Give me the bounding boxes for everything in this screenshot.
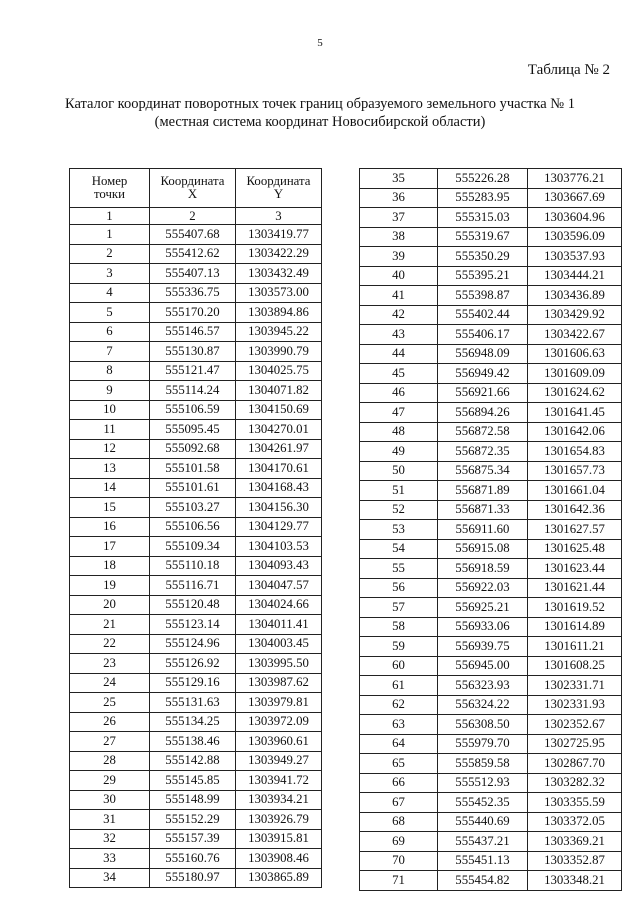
point-number: 18 xyxy=(70,556,150,576)
coordinate-x: 555123.14 xyxy=(150,615,236,635)
point-number: 5 xyxy=(70,303,150,323)
table-row xyxy=(360,559,622,579)
coordinate-x: 555336.75 xyxy=(150,283,236,303)
coordinate-x: 555180.97 xyxy=(150,868,236,888)
point-number: 27 xyxy=(70,732,150,752)
table-row xyxy=(70,849,322,869)
coordinate-y: 1301621.44 xyxy=(528,578,622,598)
coordinate-x: 556324.22 xyxy=(438,695,528,715)
point-number: 35 xyxy=(360,169,438,189)
coordinate-y: 1304071.82 xyxy=(236,381,322,401)
table-row xyxy=(360,188,622,208)
coordinate-y: 1301606.63 xyxy=(528,344,622,364)
coordinate-x: 556872.35 xyxy=(438,442,528,462)
coordinate-y: 1304024.66 xyxy=(236,595,322,615)
coordinate-y: 1302867.70 xyxy=(528,754,622,774)
table-row xyxy=(70,498,322,518)
point-number: 2 xyxy=(70,244,150,264)
point-number: 65 xyxy=(360,754,438,774)
table-row xyxy=(70,615,322,635)
coordinate-y: 1303908.46 xyxy=(236,849,322,869)
table-row xyxy=(360,286,622,306)
coordinate-x: 556918.59 xyxy=(438,559,528,579)
table-row xyxy=(70,244,322,264)
table-row xyxy=(70,693,322,713)
point-number: 45 xyxy=(360,364,438,384)
coordinate-x: 555512.93 xyxy=(438,773,528,793)
point-number: 70 xyxy=(360,851,438,871)
table-row xyxy=(70,264,322,284)
table-row xyxy=(70,439,322,459)
point-number: 61 xyxy=(360,676,438,696)
point-number: 66 xyxy=(360,773,438,793)
table-row xyxy=(360,812,622,832)
table-row xyxy=(70,634,322,654)
coordinate-y: 1301642.06 xyxy=(528,422,622,442)
point-number: 48 xyxy=(360,422,438,442)
coordinate-y: 1301609.09 xyxy=(528,364,622,384)
point-number: 22 xyxy=(70,634,150,654)
coordinates-table-right xyxy=(359,168,622,891)
point-number: 28 xyxy=(70,751,150,771)
point-number: 14 xyxy=(70,478,150,498)
point-number: 63 xyxy=(360,715,438,735)
table-row xyxy=(360,344,622,364)
coordinate-x: 555451.13 xyxy=(438,851,528,871)
point-number: 59 xyxy=(360,637,438,657)
point-number: 44 xyxy=(360,344,438,364)
point-number: 24 xyxy=(70,673,150,693)
point-number: 49 xyxy=(360,442,438,462)
table-row xyxy=(70,459,322,479)
table-row xyxy=(360,325,622,345)
coordinate-y: 1304025.75 xyxy=(236,361,322,381)
point-number: 51 xyxy=(360,481,438,501)
coordinate-y: 1302331.93 xyxy=(528,695,622,715)
coordinate-x: 555116.71 xyxy=(150,576,236,596)
table-row xyxy=(70,595,322,615)
coordinate-y: 1301614.89 xyxy=(528,617,622,637)
point-number: 8 xyxy=(70,361,150,381)
coordinate-y: 1304150.69 xyxy=(236,400,322,420)
table-row xyxy=(360,169,622,189)
coordinate-y: 1303990.79 xyxy=(236,342,322,362)
coordinate-x: 556925.21 xyxy=(438,598,528,618)
coordinate-x: 555142.88 xyxy=(150,751,236,771)
table-row xyxy=(70,361,322,381)
coordinate-x: 556323.93 xyxy=(438,676,528,696)
coordinate-y: 1303960.61 xyxy=(236,732,322,752)
table-row xyxy=(360,598,622,618)
coordinate-x: 555106.59 xyxy=(150,400,236,420)
table-row xyxy=(360,676,622,696)
coordinate-x: 555109.34 xyxy=(150,537,236,557)
table-row xyxy=(70,576,322,596)
table-row xyxy=(360,637,622,657)
point-number: 62 xyxy=(360,695,438,715)
coordinate-x: 555160.76 xyxy=(150,849,236,869)
coordinates-table-left xyxy=(69,168,322,888)
point-number: 56 xyxy=(360,578,438,598)
point-number: 3 xyxy=(70,264,150,284)
title-line-2: (местная система координат Новосибирской области) xyxy=(154,114,486,130)
coordinate-y: 1301627.57 xyxy=(528,520,622,540)
coordinate-x: 555283.95 xyxy=(438,188,528,208)
coordinate-y: 1303355.59 xyxy=(528,793,622,813)
coordinate-y: 1302331.71 xyxy=(528,676,622,696)
coordinate-x: 555440.69 xyxy=(438,812,528,832)
point-number: 71 xyxy=(360,871,438,891)
coordinate-y: 1304261.97 xyxy=(236,439,322,459)
coordinate-x: 555126.92 xyxy=(150,654,236,674)
table-row xyxy=(360,364,622,384)
point-number: 55 xyxy=(360,559,438,579)
title-line-1: Каталог координат поворотных точек границ образуемого земельного участка № 1 xyxy=(64,96,575,112)
coordinate-x: 555437.21 xyxy=(438,832,528,852)
coordinate-x: 556875.34 xyxy=(438,461,528,481)
table-row xyxy=(360,403,622,423)
coordinate-x: 555398.87 xyxy=(438,286,528,306)
coordinate-y: 1303596.09 xyxy=(528,227,622,247)
coordinate-x: 556911.60 xyxy=(438,520,528,540)
page-number: 5 xyxy=(317,37,323,49)
header-column-number-2: 2 xyxy=(150,208,236,225)
coordinate-x: 555452.35 xyxy=(438,793,528,813)
table-row xyxy=(360,695,622,715)
coordinate-y: 1301661.04 xyxy=(528,481,622,501)
coordinate-x: 555114.24 xyxy=(150,381,236,401)
table-row xyxy=(70,537,322,557)
table-row xyxy=(360,481,622,501)
coordinate-x: 555101.61 xyxy=(150,478,236,498)
coordinate-x: 555402.44 xyxy=(438,305,528,325)
point-number: 10 xyxy=(70,400,150,420)
point-number: 20 xyxy=(70,595,150,615)
coordinate-x: 555350.29 xyxy=(438,247,528,267)
point-number: 25 xyxy=(70,693,150,713)
coordinate-x: 555095.45 xyxy=(150,420,236,440)
coordinate-y: 1302352.67 xyxy=(528,715,622,735)
coordinate-y: 1301625.48 xyxy=(528,539,622,559)
coordinate-x: 555121.47 xyxy=(150,361,236,381)
coordinate-x: 555124.96 xyxy=(150,634,236,654)
table-row xyxy=(360,773,622,793)
coordinate-y: 1301657.73 xyxy=(528,461,622,481)
coordinate-x: 555454.82 xyxy=(438,871,528,891)
table-row xyxy=(360,422,622,442)
point-number: 19 xyxy=(70,576,150,596)
coordinate-x: 555106.56 xyxy=(150,517,236,537)
table-row xyxy=(360,247,622,267)
header-coordinate-x: Координата X xyxy=(150,169,236,208)
point-number: 54 xyxy=(360,539,438,559)
coordinate-y: 1303865.89 xyxy=(236,868,322,888)
coordinate-x: 555407.68 xyxy=(150,225,236,245)
point-number: 23 xyxy=(70,654,150,674)
table-row xyxy=(70,517,322,537)
table-row xyxy=(70,556,322,576)
table-row xyxy=(70,342,322,362)
table-row xyxy=(360,208,622,228)
point-number: 15 xyxy=(70,498,150,518)
point-number: 6 xyxy=(70,322,150,342)
header-column-number-1: 1 xyxy=(70,208,150,225)
coordinate-y: 1303422.67 xyxy=(528,325,622,345)
coordinate-y: 1303915.81 xyxy=(236,829,322,849)
coordinate-x: 555145.85 xyxy=(150,771,236,791)
point-number: 67 xyxy=(360,793,438,813)
point-number: 58 xyxy=(360,617,438,637)
coordinate-y: 1303432.49 xyxy=(236,264,322,284)
point-number: 60 xyxy=(360,656,438,676)
coordinate-x: 555120.48 xyxy=(150,595,236,615)
point-number: 1 xyxy=(70,225,150,245)
point-number: 16 xyxy=(70,517,150,537)
coordinate-x: 556949.42 xyxy=(438,364,528,384)
coordinate-y: 1303436.89 xyxy=(528,286,622,306)
coordinate-x: 555157.39 xyxy=(150,829,236,849)
table-row xyxy=(70,732,322,752)
table-row xyxy=(360,871,622,891)
coordinate-x: 555134.25 xyxy=(150,712,236,732)
coordinate-y: 1303776.21 xyxy=(528,169,622,189)
table-row xyxy=(360,832,622,852)
table-row xyxy=(360,851,622,871)
point-number: 33 xyxy=(70,849,150,869)
table-row xyxy=(360,793,622,813)
coordinate-x: 555131.63 xyxy=(150,693,236,713)
coordinate-x: 555395.21 xyxy=(438,266,528,286)
point-number: 37 xyxy=(360,208,438,228)
table-row xyxy=(70,829,322,849)
table-row xyxy=(70,322,322,342)
coordinate-y: 1301624.62 xyxy=(528,383,622,403)
table-row xyxy=(70,673,322,693)
point-number: 30 xyxy=(70,790,150,810)
coordinate-x: 555407.13 xyxy=(150,264,236,284)
table-row xyxy=(360,520,622,540)
coordinate-x: 555406.17 xyxy=(438,325,528,345)
coordinate-y: 1303972.09 xyxy=(236,712,322,732)
coordinate-x: 555152.29 xyxy=(150,810,236,830)
coordinate-x: 556871.89 xyxy=(438,481,528,501)
point-number: 11 xyxy=(70,420,150,440)
point-number: 53 xyxy=(360,520,438,540)
coordinate-y: 1303348.21 xyxy=(528,871,622,891)
coordinate-x: 556871.33 xyxy=(438,500,528,520)
coordinate-x: 555129.16 xyxy=(150,673,236,693)
coordinate-y: 1301654.83 xyxy=(528,442,622,462)
point-number: 21 xyxy=(70,615,150,635)
table-row xyxy=(360,617,622,637)
point-number: 38 xyxy=(360,227,438,247)
point-number: 17 xyxy=(70,537,150,557)
coordinate-y: 1304168.43 xyxy=(236,478,322,498)
coordinate-x: 555859.58 xyxy=(438,754,528,774)
table-row xyxy=(360,500,622,520)
coordinate-y: 1304129.77 xyxy=(236,517,322,537)
coordinate-x: 555103.27 xyxy=(150,498,236,518)
coordinate-y: 1303945.22 xyxy=(236,322,322,342)
coordinate-y: 1303979.81 xyxy=(236,693,322,713)
coordinate-x: 555979.70 xyxy=(438,734,528,754)
coordinate-y: 1303926.79 xyxy=(236,810,322,830)
table-row xyxy=(70,771,322,791)
coordinate-y: 1303282.32 xyxy=(528,773,622,793)
table-row xyxy=(70,420,322,440)
coordinate-y: 1304003.45 xyxy=(236,634,322,654)
coordinate-y: 1304103.53 xyxy=(236,537,322,557)
point-number: 36 xyxy=(360,188,438,208)
coordinate-y: 1301642.36 xyxy=(528,500,622,520)
table-row xyxy=(70,303,322,323)
point-number: 57 xyxy=(360,598,438,618)
header-coordinate-y: Координата Y xyxy=(236,169,322,208)
table-row xyxy=(360,539,622,559)
coordinate-x: 555226.28 xyxy=(438,169,528,189)
coordinate-y: 1301623.44 xyxy=(528,559,622,579)
point-number: 42 xyxy=(360,305,438,325)
coordinate-x: 556915.08 xyxy=(438,539,528,559)
coordinate-y: 1301611.21 xyxy=(528,637,622,657)
table-row xyxy=(360,578,622,598)
coordinate-x: 555315.03 xyxy=(438,208,528,228)
point-number: 47 xyxy=(360,403,438,423)
coordinate-y: 1303537.93 xyxy=(528,247,622,267)
point-number: 41 xyxy=(360,286,438,306)
coordinate-y: 1303894.86 xyxy=(236,303,322,323)
point-number: 39 xyxy=(360,247,438,267)
table-row xyxy=(70,810,322,830)
coordinate-x: 556308.50 xyxy=(438,715,528,735)
coordinate-y: 1302725.95 xyxy=(528,734,622,754)
coordinate-x: 556922.03 xyxy=(438,578,528,598)
coordinate-y: 1303352.87 xyxy=(528,851,622,871)
coordinate-x: 556939.75 xyxy=(438,637,528,657)
coordinate-x: 556894.26 xyxy=(438,403,528,423)
coordinate-y: 1301608.25 xyxy=(528,656,622,676)
coordinate-y: 1304047.57 xyxy=(236,576,322,596)
coordinate-x: 555412.62 xyxy=(150,244,236,264)
point-number: 34 xyxy=(70,868,150,888)
table-row xyxy=(70,225,322,245)
table-row xyxy=(70,400,322,420)
coordinate-y: 1304170.61 xyxy=(236,459,322,479)
coordinate-y: 1303941.72 xyxy=(236,771,322,791)
header-column-number-3: 3 xyxy=(236,208,322,225)
table-row xyxy=(70,283,322,303)
table-row xyxy=(360,305,622,325)
coordinate-y: 1303995.50 xyxy=(236,654,322,674)
table-row xyxy=(70,868,322,888)
coordinate-y: 1303987.62 xyxy=(236,673,322,693)
table-row xyxy=(360,656,622,676)
coordinate-x: 556948.09 xyxy=(438,344,528,364)
coordinate-x: 555130.87 xyxy=(150,342,236,362)
coordinate-y: 1303422.29 xyxy=(236,244,322,264)
coordinate-x: 556933.06 xyxy=(438,617,528,637)
coordinate-y: 1303934.21 xyxy=(236,790,322,810)
coordinate-y: 1303573.00 xyxy=(236,283,322,303)
table-row xyxy=(360,734,622,754)
point-number: 13 xyxy=(70,459,150,479)
table-row xyxy=(360,442,622,462)
point-number: 43 xyxy=(360,325,438,345)
point-number: 50 xyxy=(360,461,438,481)
coordinate-y: 1303372.05 xyxy=(528,812,622,832)
table-row xyxy=(70,790,322,810)
coordinate-y: 1303667.69 xyxy=(528,188,622,208)
coordinate-y: 1304156.30 xyxy=(236,498,322,518)
coordinate-y: 1303419.77 xyxy=(236,225,322,245)
point-number: 69 xyxy=(360,832,438,852)
coordinate-y: 1303444.21 xyxy=(528,266,622,286)
coordinate-y: 1303949.27 xyxy=(236,751,322,771)
coordinate-x: 556921.66 xyxy=(438,383,528,403)
coordinate-x: 555138.46 xyxy=(150,732,236,752)
coordinate-y: 1304011.41 xyxy=(236,615,322,635)
table-row xyxy=(360,461,622,481)
point-number: 68 xyxy=(360,812,438,832)
point-number: 64 xyxy=(360,734,438,754)
point-number: 31 xyxy=(70,810,150,830)
coordinate-x: 555170.20 xyxy=(150,303,236,323)
coordinate-x: 555319.67 xyxy=(438,227,528,247)
point-number: 46 xyxy=(360,383,438,403)
header-point-number: Номер точки xyxy=(70,169,150,208)
coordinate-x: 556945.00 xyxy=(438,656,528,676)
coordinate-y: 1303604.96 xyxy=(528,208,622,228)
table-row xyxy=(70,751,322,771)
table-row xyxy=(360,266,622,286)
point-number: 29 xyxy=(70,771,150,791)
point-number: 52 xyxy=(360,500,438,520)
document-title xyxy=(0,95,640,131)
point-number: 32 xyxy=(70,829,150,849)
table-row xyxy=(360,715,622,735)
table-row xyxy=(70,654,322,674)
table-row xyxy=(70,712,322,732)
point-number: 12 xyxy=(70,439,150,459)
point-number: 9 xyxy=(70,381,150,401)
table-row xyxy=(360,754,622,774)
table-row xyxy=(360,227,622,247)
coordinate-x: 555146.57 xyxy=(150,322,236,342)
point-number: 26 xyxy=(70,712,150,732)
coordinate-x: 555148.99 xyxy=(150,790,236,810)
table-row xyxy=(70,381,322,401)
table-label: Таблица № 2 xyxy=(527,62,610,78)
coordinate-y: 1304093.43 xyxy=(236,556,322,576)
coordinate-y: 1303429.92 xyxy=(528,305,622,325)
point-number: 4 xyxy=(70,283,150,303)
coordinate-x: 556872.58 xyxy=(438,422,528,442)
coordinate-x: 555101.58 xyxy=(150,459,236,479)
table-row xyxy=(360,383,622,403)
coordinate-y: 1304270.01 xyxy=(236,420,322,440)
coordinate-x: 555110.18 xyxy=(150,556,236,576)
point-number: 40 xyxy=(360,266,438,286)
coordinate-y: 1303369.21 xyxy=(528,832,622,852)
coordinate-y: 1301619.52 xyxy=(528,598,622,618)
table-row xyxy=(70,478,322,498)
point-number: 7 xyxy=(70,342,150,362)
coordinate-y: 1301641.45 xyxy=(528,403,622,423)
coordinate-x: 555092.68 xyxy=(150,439,236,459)
